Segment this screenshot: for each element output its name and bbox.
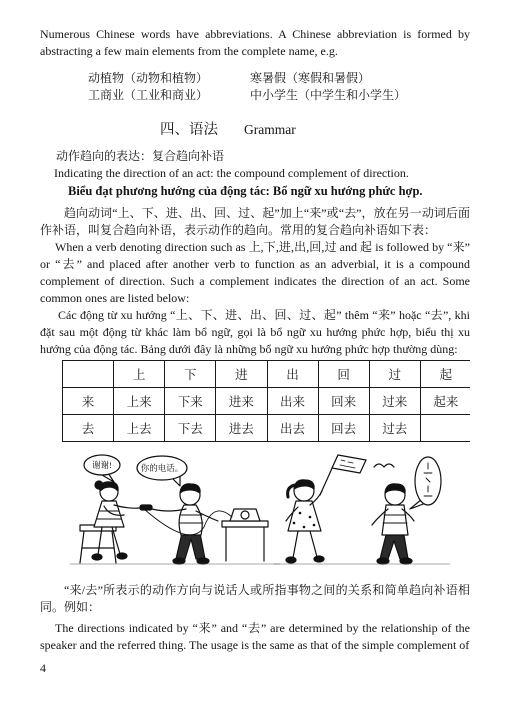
dress-dot xyxy=(313,524,316,527)
abbreviation-examples xyxy=(40,70,470,104)
walking-scene xyxy=(274,455,450,564)
phone-scene xyxy=(70,455,280,564)
table-cell: 进去 xyxy=(216,415,267,442)
girl-dress xyxy=(94,501,124,527)
table-cell: 上 xyxy=(114,361,165,388)
bird xyxy=(374,464,394,467)
note-english: The directions indicated by “来” and “去” are determined by the relationship of the speaker and the referred thing. The usage is the same as that of the simple complement of xyxy=(40,621,470,652)
table-top xyxy=(222,521,268,527)
girl-shoe xyxy=(92,554,102,560)
table-cell: 下来 xyxy=(165,388,216,415)
girl-hair-bun xyxy=(95,481,103,489)
table-cell: 出 xyxy=(267,361,318,388)
table-cell: 来 xyxy=(63,388,114,415)
complement-table xyxy=(62,360,470,442)
table-cell: 进 xyxy=(216,361,267,388)
table-cell: 起来 xyxy=(420,388,470,415)
boy-shirt xyxy=(382,505,408,535)
topic-vietnamese: Biểu đạt phương hướng của động tác: Bổ ngữ xu hướng phức hợp. xyxy=(68,184,423,198)
section-heading xyxy=(40,120,470,140)
table-cell: 进来 xyxy=(216,388,267,415)
table-cell: 下 xyxy=(165,361,216,388)
table-cell: 出去 xyxy=(267,415,318,442)
table-cell: 过来 xyxy=(369,388,420,415)
phone-receiver xyxy=(140,505,152,510)
bubble-text: 你的电话。 xyxy=(140,463,184,473)
explanation-vietnamese: Các động từ xu hướng “上、下、进、出、回、过、起” thêm “来” hoặc “去”, khi đặt sau một động từ khác làm bổ ngữ, gọi là bổ ngữ xu hướng phức hợp, biểu thị xu hướng của động tác. Bảng dưới đây là những bổ ngữ xu hướng phức hợp thường dùng: xyxy=(40,308,470,356)
dress-dot xyxy=(293,522,296,525)
flag-girl xyxy=(286,455,366,563)
section-label: 四、语法 xyxy=(160,122,218,138)
boy-shoe xyxy=(377,558,389,564)
telephone-table xyxy=(222,521,268,561)
boy-pants xyxy=(176,533,205,559)
example-item: 工商业（工业和商业） xyxy=(88,88,209,102)
walking-boy xyxy=(372,484,414,564)
speech-bubble-vertical xyxy=(410,457,441,509)
table-cell: 起 xyxy=(420,361,470,388)
dress-dot xyxy=(303,526,306,529)
table-row xyxy=(63,388,471,415)
seated-girl xyxy=(92,481,140,560)
stool-leg xyxy=(80,531,84,563)
boy-shoe xyxy=(173,558,185,564)
boy-shoe xyxy=(400,558,412,564)
table-cell: 出来 xyxy=(267,388,318,415)
flag xyxy=(332,455,366,473)
table-cell: 过去 xyxy=(369,415,420,442)
girl-shoe xyxy=(117,553,127,559)
boy-pants xyxy=(380,535,408,559)
girl-shoe xyxy=(286,557,296,563)
girl-shoe xyxy=(314,556,324,562)
speech-bubble-thanks xyxy=(84,455,120,482)
explanation-chinese: 趋向动词“上、下、进、出、回、过、起”加上“来”或“去”，放在另一动词后面作补语，叫复合趋向补语，表示动作的趋向。常用的复合趋向补语如下表： xyxy=(40,206,470,237)
table-cell: 过 xyxy=(369,361,420,388)
example-item: 寒暑假（寒假和暑假） xyxy=(250,71,371,85)
table-cell: 上来 xyxy=(114,388,165,415)
page-content xyxy=(40,26,470,654)
table-cell: 回去 xyxy=(318,415,369,442)
section-title: Grammar xyxy=(244,122,296,137)
table-row xyxy=(63,415,471,442)
topic-chinese: 动作趋向的表达：复合趋向补语 xyxy=(56,149,225,163)
intro-paragraph: Numerous Chinese words have abbreviations. A Chinese abbreviation is formed by abstracting a few main elements from the complete name, e.g. xyxy=(40,27,470,58)
table-cell: 回 xyxy=(318,361,369,388)
table-header-row xyxy=(63,361,471,388)
dress-dot xyxy=(299,512,302,515)
speech-bubble-phone xyxy=(137,456,187,486)
boy-shoe xyxy=(197,558,209,564)
cartoon-illustration-frame xyxy=(40,444,470,576)
example-item: 动植物（动物和植物） xyxy=(88,71,209,85)
dress-dot xyxy=(309,516,312,519)
page-number: 4 xyxy=(40,661,46,675)
table-cell: 回来 xyxy=(318,388,369,415)
cartoon-illustration xyxy=(40,444,470,576)
explanation-english: When a verb denoting direction such as 上,下,进,出,回,过 and 起 is followed by “来” or “去” and placed after another verb to function as an adverbial, it is a compound complement of direction. Such a complement indicates the direction of an act. Some common ones are listed below: xyxy=(40,240,470,305)
table-cell: 上去 xyxy=(114,415,165,442)
table-cell: 去 xyxy=(63,415,114,442)
girl-legs xyxy=(293,531,317,558)
topic-english: Indicating the direction of an act: the compound complement of direction. xyxy=(54,166,409,180)
standing-boy xyxy=(140,484,218,564)
table-cell: 下去 xyxy=(165,415,216,442)
bubble-text: 谢谢! xyxy=(92,460,112,470)
telephone-dial xyxy=(241,511,249,519)
table-cell xyxy=(63,361,114,388)
table-cell xyxy=(420,415,470,442)
example-item: 中小学生（中学生和小学生） xyxy=(250,88,407,102)
note-chinese: “来/去”所表示的动作方向与说话人或所指事物之间的关系和简单趋向补语相同。例如： xyxy=(40,583,470,614)
